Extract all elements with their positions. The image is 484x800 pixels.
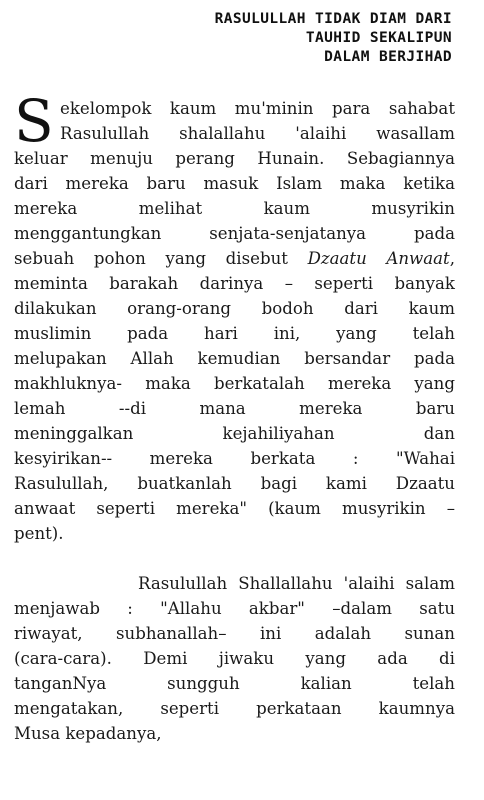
chapter-title-line: DALAM BERJIHAD [324,49,452,65]
text-line: melupakan Allah kemudian bersandar pada [14,349,455,368]
text-line: riwayat, subhanallah– ini adalah sunan [14,624,455,643]
text-line: muslimin pada hari ini, yang telah [14,324,455,343]
text-fragment: sebuah pohon yang disebut [14,249,308,268]
text-line: mengatakan, seperti perkataan kaumnya [14,699,455,718]
text-line: menggantungkan senjata-senjatanya pada [14,224,455,243]
text-line: Musa kepadanya, [14,724,162,743]
text-line: Rasulullah, buatkanlah bagi kami Dzaatu [14,474,455,493]
text-line-with-italic [14,246,455,271]
text-line: lemah --di mana mereka baru [14,399,455,418]
text-line: anwaat seperti mereka" (kaum musyrikin – [14,499,455,518]
text-line: meninggalkan kejahiliyahan dan [14,424,455,443]
chapter-title-line: TAUHID SEKALIPUN [305,30,452,46]
paragraph-1 [14,96,455,546]
text-line: mereka melihat kaum musyrikin [14,199,455,218]
text-line: Rasulullah Shallallahu 'alaihi salam [138,574,455,593]
text-line: meminta barakah darinya – seperti banyak [14,274,455,293]
italic-term: Dzaatu Anwaat [307,249,450,268]
text-line: keluar menuju perang Hunain. Sebagiannya [14,149,455,168]
text-line: menjawab : "Allahu akbar" –dalam satu [14,599,455,618]
text-line: tanganNya sungguh kalian telah [14,674,455,693]
chapter-title-line: RASULULLAH TIDAK DIAM DARI [214,11,452,27]
text-line: dilakukan orang-orang bodoh dari kaum [14,299,455,318]
text-line: dari mereka baru masuk Islam maka ketika [14,174,455,193]
text-line: (cara-cara). Demi jiwaku yang ada di [14,649,455,668]
text-fragment: , [449,249,455,268]
text-line: ekelompok kaum mu'minin para sahabat [60,99,455,118]
body-text [14,87,455,746]
drop-cap: S [14,87,54,155]
text-line: kesyirikan-- mereka berkata : "Wahai [14,449,455,468]
paragraph-2 [14,571,455,746]
chapter-title [52,10,452,67]
text-line: Rasulullah shalallahu 'alaihi wasallam [60,124,455,143]
text-line: makhluknya- maka berkatalah mereka yang [14,374,455,393]
text-line: pent). [14,524,64,543]
